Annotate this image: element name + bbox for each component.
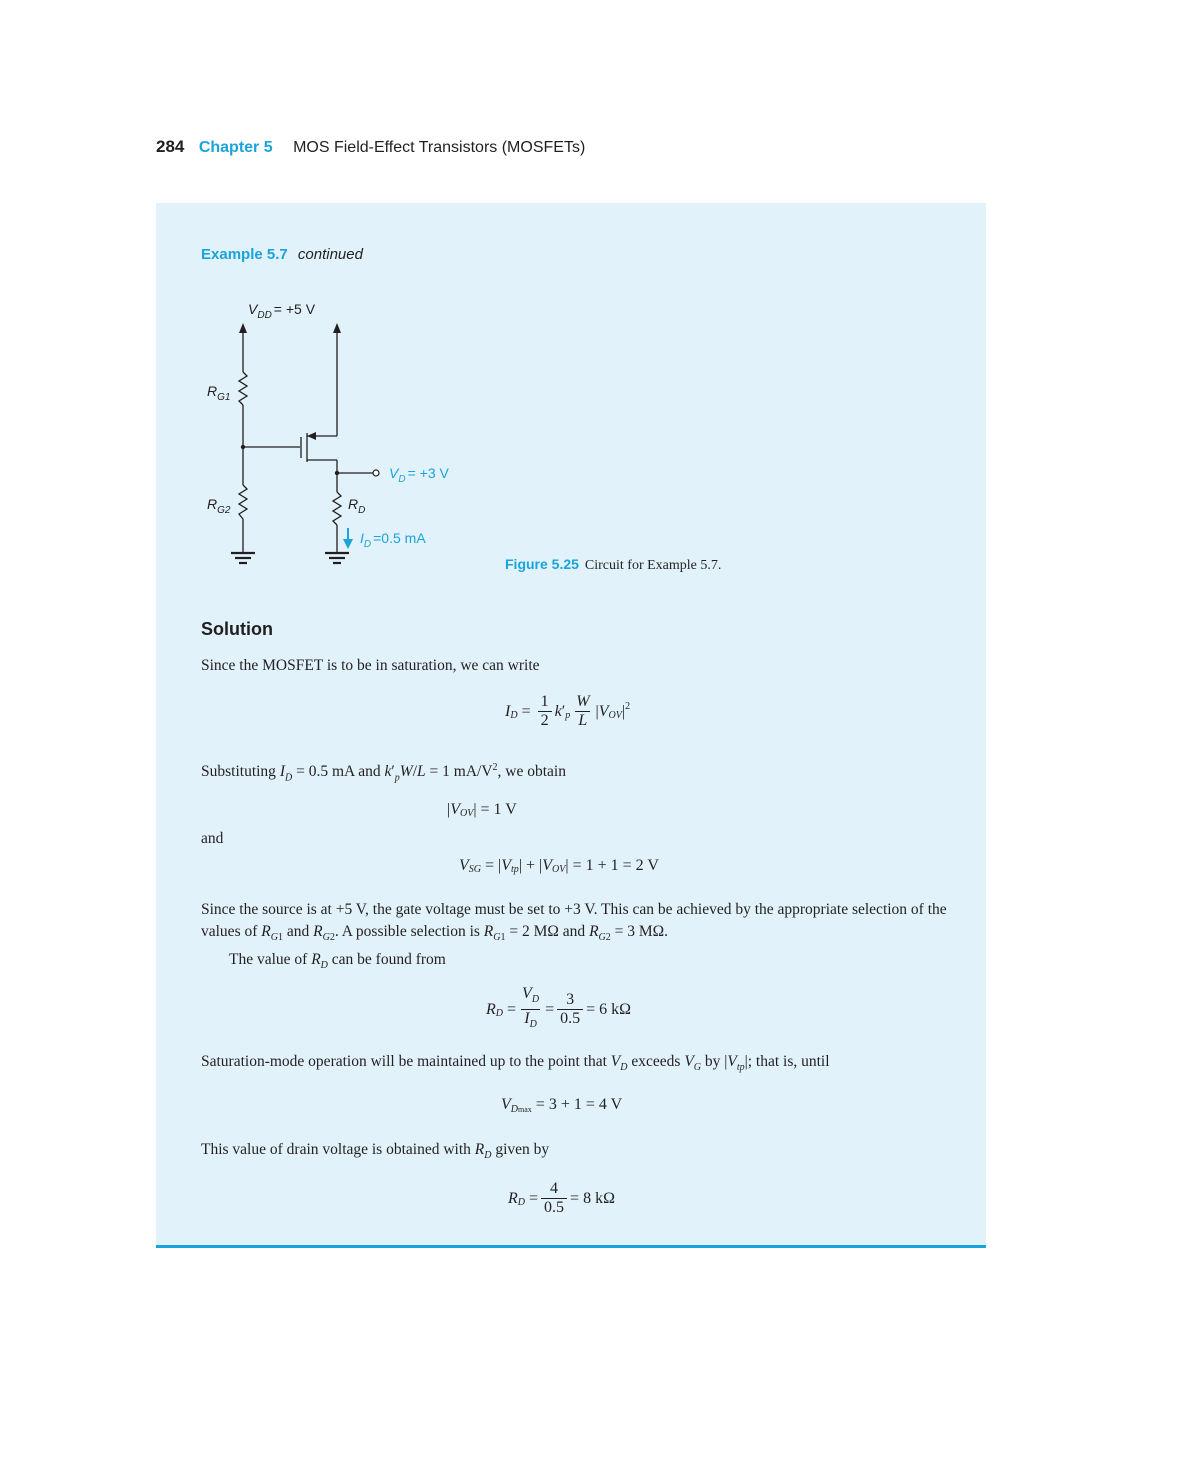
equation-vov: | V $_{OV}$ | = 1 V	[447, 800, 517, 819]
resistor-rg2	[239, 485, 247, 519]
source-arrow	[307, 432, 316, 440]
vdd-label: $V_{DD} = +5$ V	[248, 301, 316, 321]
page-number: 284	[156, 137, 185, 156]
paragraph-7: This value of drain voltage is obtained with $R_D$ given by	[201, 1141, 550, 1162]
equation-rd-8k: R $_D$ = $\frac{4}{0.5}$ = 8 kΩ	[508, 1180, 615, 1216]
vdd-arrowhead-right	[333, 323, 341, 333]
chapter-label: Chapter 5	[198, 139, 273, 156]
vdd-arrowhead-left	[239, 323, 247, 333]
paragraph-2: Substituting $I_D = 0.5$ mA and $k'_pW/L = 1$ $mA/V^2$, we obtain	[201, 762, 566, 784]
example-heading	[201, 246, 363, 263]
resistor-rg1	[239, 372, 247, 405]
figure-caption	[505, 556, 721, 574]
rd-label: $R_D$	[348, 496, 366, 516]
id-label: $I_D =0.5$ mA	[360, 530, 426, 550]
rg2-label: $R_{G2}$	[207, 496, 231, 516]
vd-terminal	[373, 470, 379, 476]
example-continued: continued	[297, 246, 363, 263]
drain-node	[335, 471, 339, 475]
paragraph-6: Saturation-mode operation will be maintained up to the point that $V_D$ exceeds $V_G$ by $|V_{tp}|$; that is, until	[201, 1053, 830, 1074]
equation-vsg: V $_{SG}$ = | V $_{tp}$ | + | V $_{OV}$ | = 1 + 1 = 2 V	[459, 856, 659, 875]
chapter-title: MOS Field-Effect Transistors (MOSFETs)	[293, 139, 586, 156]
vd-label: $V_D = +3$ V	[389, 465, 449, 485]
equation-id: I $_D$ = $\frac{1}{2}$ k ′ $_p$ $\frac{W}{L}$ | V $_{OV}$ | $^2$	[505, 693, 631, 729]
id-arrowhead	[343, 539, 353, 549]
figure-caption-text: Circuit for Example 5.7.	[584, 558, 722, 573]
paragraph-and: and	[201, 830, 224, 847]
figure-label: Figure 5.25	[505, 556, 579, 572]
rg1-label: $R_{G1}$	[207, 383, 231, 403]
resistor-rd	[333, 492, 341, 525]
running-header	[156, 137, 585, 157]
example-label: Example 5.7	[201, 246, 288, 263]
gate-node	[241, 445, 245, 449]
equation-vdmax: V $_{Dmax}$ = 3 + 1 = 4 V	[501, 1095, 623, 1115]
paragraph-1: Since the MOSFET is to be in saturation, we can write	[201, 657, 540, 674]
paragraph-4: Since the source is at +5 V, the gate voltage must be set to +3 V. This can be achieved by the appropriate selection of the values of $R_{G1}$ and $R_{G2}$. A possible selection is $R_{G1} = 2$ MΩ and $R_{G2} = 3$ MΩ. The value of $R_D$ can be found from	[201, 901, 947, 972]
circuit-diagram	[190, 290, 490, 580]
equation-rd-6k: R $_D$ = $\frac{V_D}{I_D}$ = $\frac{3}{0.5}$ = 6 kΩ	[486, 985, 631, 1034]
solution-heading: Solution	[201, 619, 273, 639]
